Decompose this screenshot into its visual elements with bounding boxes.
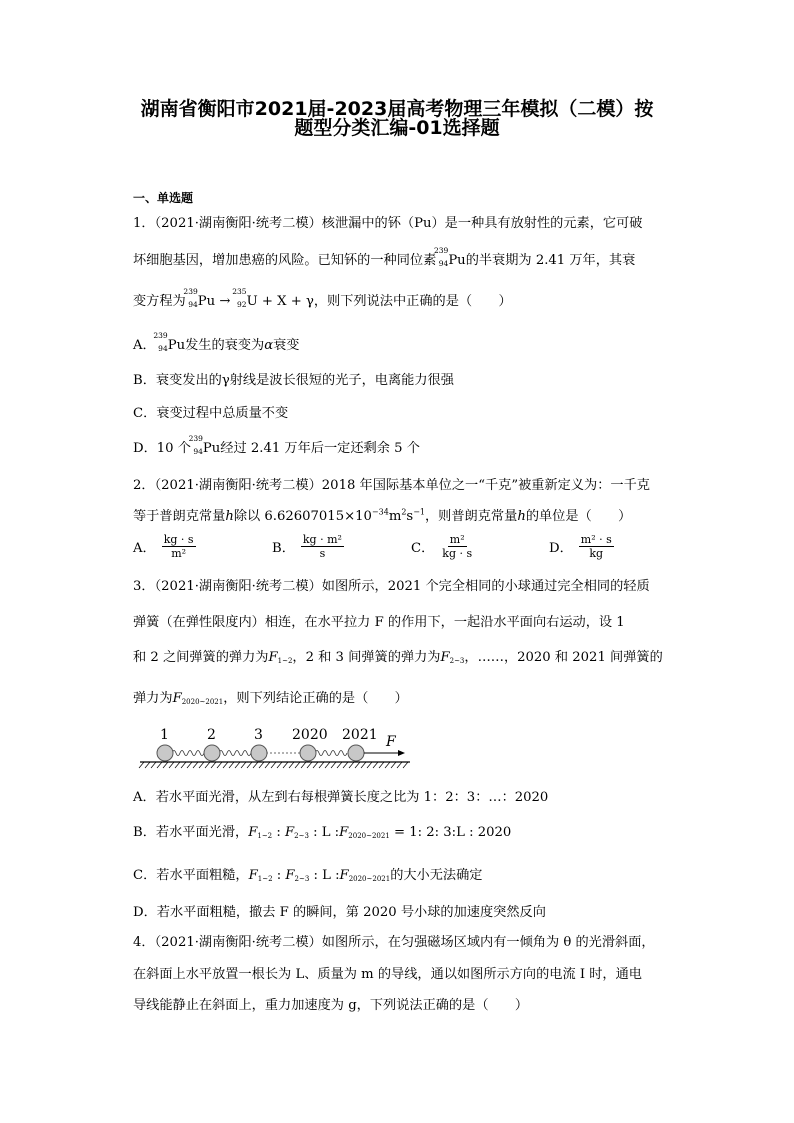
force-label: F [386,734,396,750]
hatch-mark [373,762,378,768]
ball-label-3: 3 [254,727,263,743]
section-heading: 一、单选题 [133,191,194,205]
hatch-mark [379,762,384,768]
q3-line1: 3．（2021·湖南衡阳·统考二模）如图所示，2021 个完全相同的小球通过完全相同的轻质 [133,579,650,594]
hatch-mark [247,762,252,768]
hatch-mark [169,762,174,768]
q3-line3: 和 2 之间弹簧的弹力为F1~2，2 和 3 间弹簧的弹力为F2~3，……，2020 和 2021 间弹簧的 [133,650,663,665]
ball-2021 [348,745,364,761]
q3-line2: 弹簧（在弹性限度内）相连，在水平拉力 F 的作用下，一起沿水平面向右运动，设 1 [133,615,625,630]
ball-label-2021: 2021 [342,727,378,743]
hatch-mark [157,762,162,768]
q4-line3: 导线能静止在斜面上，重力加速度为 g，下列说法正确的是（ ） [133,998,529,1013]
hatch-mark [391,762,396,768]
q4-line2: 在斜面上水平放置一根长为 L、质量为 m 的导线，通以如图所示方向的电流 I 时，通电 [133,967,642,982]
spring-2020-2021 [315,751,347,756]
q1-line2: 坏细胞基因，增加患癌的风险。已知钚的一种同位素 239 94 Pu的半衰期为 2.41 万年，其衰 [133,246,636,268]
hatch-mark [361,762,366,768]
hatch-mark [295,762,300,768]
hatch-mark [229,762,234,768]
hatch-mark [337,762,342,768]
hatch-mark [403,762,408,768]
q1-line3: 变方程为 239 94 Pu → 235 92 U + X + γ，则下列说法中正确的是（ ） [133,287,512,309]
hatch-mark [193,762,198,768]
q2-line2: 等于普朗克常量h除以 $6.62607015\times 10^{-34}m^2s^{-1}$，则普朗克常量h的单位是（ ） [133,507,632,524]
hatch-mark [163,762,168,768]
ball-2020 [300,745,316,761]
hatch-mark [139,762,144,768]
q1-line1: 1．（2021·湖南衡阳·统考二模）核泄漏中的钚（Pu）是一种具有放射性的元素，它可破 [133,216,643,231]
q3-option-c: C．若水平面粗糙，F1~2 : F2~3 : L :F2020~2021的大小无法确定 [133,868,483,883]
q1-option-b: B．衰变发出的γ射线是波长很短的光子，电离能力很强 [133,373,454,388]
q2-option-d: D． $\frac{\text{m² · s}}{kg}$ [549,533,612,560]
ball-label-2: 2 [207,727,216,743]
hatch-mark [301,762,306,768]
ground-hatch [139,762,408,768]
hatch-mark [331,762,336,768]
hatch-mark [385,762,390,768]
q3-option-b: B．若水平面光滑，F1~2 : F2~3 : L :F2020~2021 = 1: 2: 3:L : 2020 [133,825,512,840]
hatch-mark [265,762,270,768]
hatch-mark [151,762,156,768]
q1-option-d: D．10 个 239 94 Pu经过 2.41 万年后一定还剩余 5 个 [133,434,420,456]
hatch-mark [241,762,246,768]
spring-balls-figure [130,724,430,774]
ball-2 [204,745,220,761]
hatch-mark [199,762,204,768]
hatch-mark [205,762,210,768]
hatch-mark [271,762,276,768]
hatch-mark [223,762,228,768]
hatch-mark [319,762,324,768]
hatch-mark [397,762,402,768]
hatch-mark [187,762,192,768]
spring-2-3 [219,751,251,756]
doc-title-line2: 题型分类汇编-01选择题 [294,117,500,139]
hatch-mark [349,762,354,768]
q2-line1: 2．（2021·湖南衡阳·统考二模）2018 年国际基本单位之一“千克”被重新定义为：一千克 [133,478,650,493]
ball-3 [251,745,267,761]
q3-line4: 弹力为F2020~2021，则下列结论正确的是（ ） [133,691,408,706]
force-arrowhead [398,750,405,756]
q3-option-d: D．若水平面粗糙，撤去 F 的瞬间，第 2020 号小球的加速度突然反向 [133,905,546,920]
hatch-mark [307,762,312,768]
q2-option-b: B． $\frac{\text{kg · m²}}{s}$ [272,533,342,560]
q2-option-a: A． $\frac{kg \cdot s}{\text{m²}}$ [133,533,194,560]
q1-option-c: C．衰变过程中总质量不变 [133,406,289,421]
ball-1 [157,745,173,761]
hatch-mark [367,762,372,768]
doc-title-line1: 湖南省衡阳市2021届-2023届高考物理三年模拟（二模）按 [140,98,654,120]
hatch-mark [259,762,264,768]
hatch-mark [325,762,330,768]
ball-label-2020: 2020 [292,727,328,743]
ball-label-1: 1 [160,727,169,743]
q2-option-c: C． $\frac{\text{m²}}{kg \cdot s}$ [411,533,473,560]
hatch-mark [217,762,222,768]
hatch-mark [175,762,180,768]
pu239-nuclide: 239 94 [433,246,449,268]
q3-option-a: A．若水平面光滑，从左到右每根弹簧长度之比为 1：2：3：…：2020 [133,790,549,805]
hatch-mark [355,762,360,768]
q1-option-a: A． 239 94 Pu发生的衰变为α衰变 [133,331,300,353]
hatch-mark [289,762,294,768]
hatch-mark [235,762,240,768]
hatch-mark [181,762,186,768]
hatch-mark [253,762,258,768]
hatch-mark [211,762,216,768]
hatch-mark [145,762,150,768]
spring-1-2 [172,751,204,756]
hatch-mark [313,762,318,768]
hatch-mark [277,762,282,768]
hatch-mark [283,762,288,768]
q4-line1: 4．（2021·湖南衡阳·统考二模）如图所示，在匀强磁场区域内有一倾角为 θ 的光滑斜面， [133,935,655,950]
hatch-mark [343,762,348,768]
